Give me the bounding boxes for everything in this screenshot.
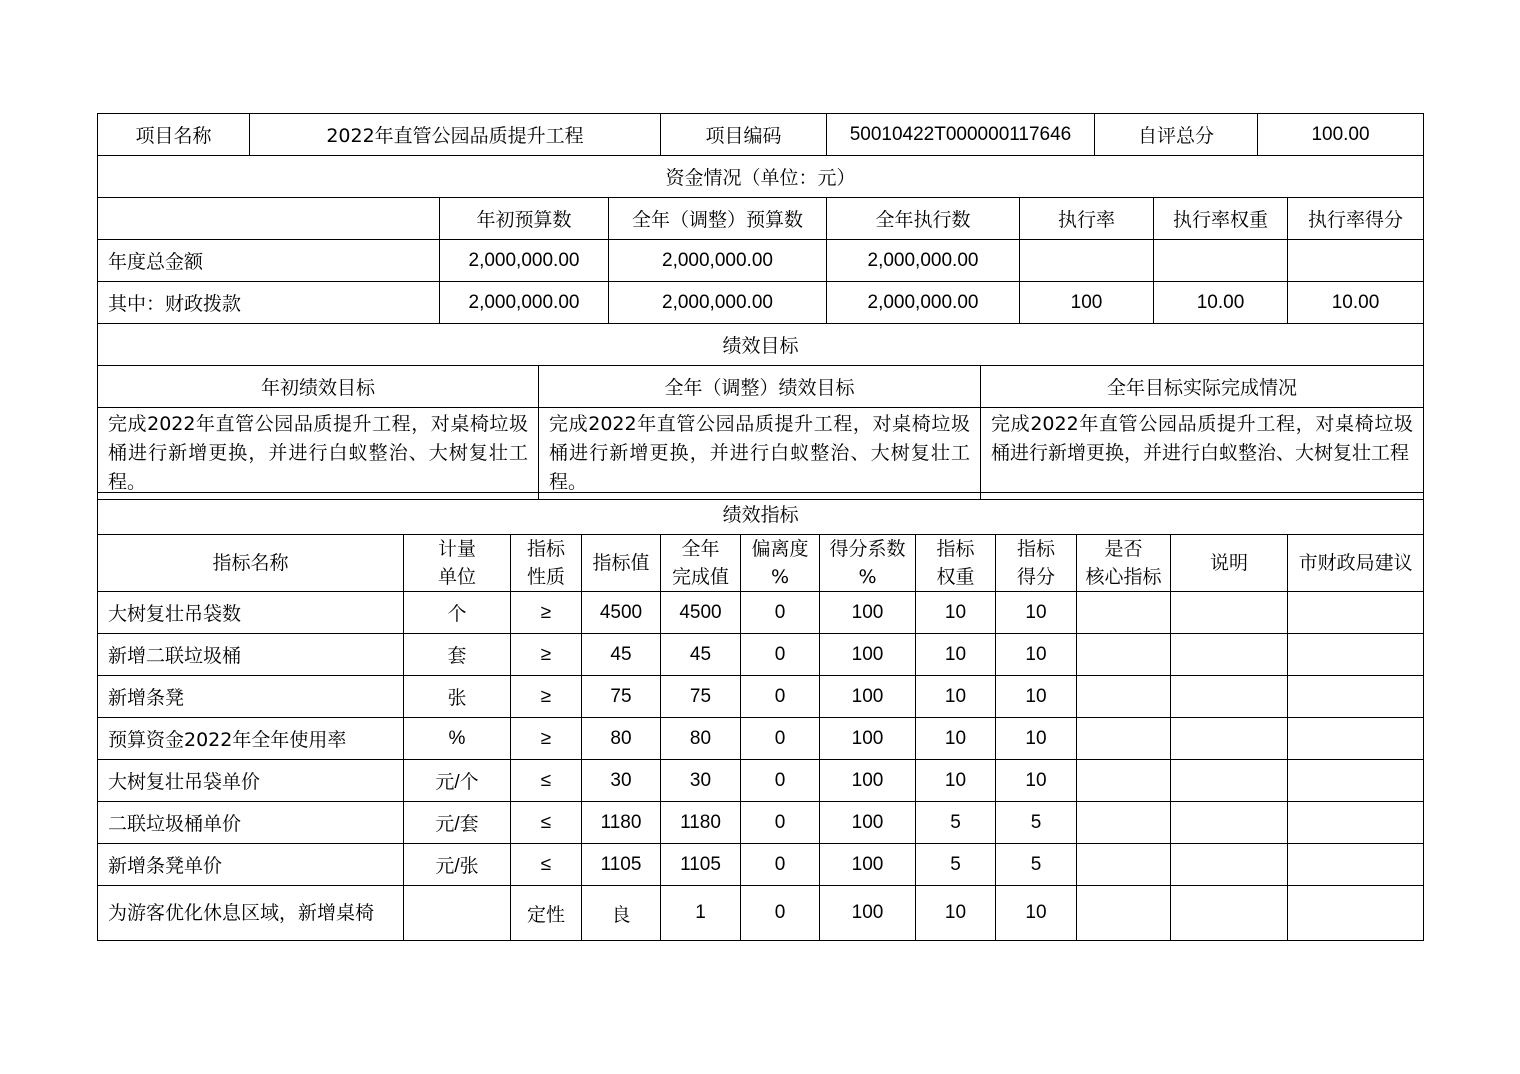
indicator-cell: 10 [916, 718, 996, 760]
indicator-cell: 5 [996, 844, 1077, 886]
indicator-cell: 良 [582, 886, 661, 941]
funds-cell: 2,000,000.00 [440, 282, 609, 324]
ind-col-advice: 市财政局建议 [1288, 535, 1424, 592]
indicator-cell: ≤ [511, 760, 582, 802]
indicator-cell: 10 [996, 760, 1077, 802]
indicator-cell [1288, 886, 1424, 941]
indicator-cell: 0 [741, 718, 820, 760]
indicator-cell [1288, 592, 1424, 634]
indicator-cell [1077, 718, 1171, 760]
goals-header-row [98, 366, 1424, 408]
indicator-cell [1171, 718, 1288, 760]
indicator-cell: 45 [582, 634, 661, 676]
funds-col-exec-weight: 执行率权重 [1154, 198, 1288, 240]
ind-col-coefficient: 得分系数 % [820, 535, 916, 592]
indicator-cell: 100 [820, 802, 916, 844]
funds-row-label: 其中：财政拨款 [98, 282, 440, 324]
indicator-cell: 10 [916, 676, 996, 718]
indicator-row [98, 886, 1424, 941]
indicator-cell: ≤ [511, 802, 582, 844]
indicator-cell: 1105 [661, 844, 741, 886]
indicator-cell: 80 [661, 718, 741, 760]
indicator-cell: 0 [741, 886, 820, 941]
indicator-cell: 0 [741, 844, 820, 886]
indicator-cell: ≥ [511, 676, 582, 718]
indicator-cell: 1180 [582, 802, 661, 844]
indicator-row [98, 760, 1424, 802]
goals-col-actual: 全年目标实际完成情况 [981, 366, 1424, 408]
funds-row-fiscal [98, 282, 1424, 324]
indicator-cell [1077, 634, 1171, 676]
funds-cell [1020, 240, 1154, 282]
indicator-cell [1077, 886, 1171, 941]
indicator-cell [404, 886, 511, 941]
funds-cell: 10.00 [1288, 282, 1424, 324]
funds-col-executed: 全年执行数 [827, 198, 1020, 240]
funds-col-exec-rate: 执行率 [1020, 198, 1154, 240]
indicator-cell: 10 [916, 592, 996, 634]
goal-adjusted-text: 完成2022年直管公园品质提升工程，对桌椅垃圾桶进行新增更换，并进行白蚁整治、大树复壮工程。 [539, 408, 981, 500]
indicator-cell: 4500 [582, 592, 661, 634]
project-header-table [97, 113, 1424, 156]
indicator-cell: 80 [582, 718, 661, 760]
indicator-cell [1288, 676, 1424, 718]
indicator-name: 大树复壮吊袋数 [98, 592, 404, 634]
funds-row-label: 年度总金额 [98, 240, 440, 282]
indicator-cell: 100 [820, 676, 916, 718]
funds-col-exec-score: 执行率得分 [1288, 198, 1424, 240]
ind-col-score: 指标 得分 [996, 535, 1077, 592]
indicator-cell: 100 [820, 886, 916, 941]
project-name-label: 项目名称 [98, 114, 250, 156]
indicator-cell: 10 [916, 634, 996, 676]
indicator-cell: ≤ [511, 844, 582, 886]
goal-initial-text: 完成2022年直管公园品质提升工程，对桌椅垃圾桶进行新增更换，并进行白蚁整治、大树复壮工程。 [98, 408, 539, 500]
indicator-cell [1077, 760, 1171, 802]
indicator-cell: 元/个 [404, 760, 511, 802]
indicator-cell [1288, 760, 1424, 802]
funds-cell [1288, 240, 1424, 282]
indicator-cell: 4500 [661, 592, 741, 634]
indicator-cell [1077, 844, 1171, 886]
funds-row-total [98, 240, 1424, 282]
funds-cell: 10.00 [1154, 282, 1288, 324]
indicator-cell [1077, 592, 1171, 634]
indicator-cell [1288, 802, 1424, 844]
indicator-cell [1171, 760, 1288, 802]
indicator-cell: 75 [661, 676, 741, 718]
indicator-cell: 100 [820, 718, 916, 760]
goals-section-title: 绩效目标 [98, 324, 1424, 366]
funds-cell: 2,000,000.00 [440, 240, 609, 282]
funds-cell: 2,000,000.00 [827, 240, 1020, 282]
indicator-cell: 0 [741, 634, 820, 676]
goals-col-adjusted: 全年（调整）绩效目标 [539, 366, 981, 408]
indicator-cell: 张 [404, 676, 511, 718]
indicator-cell: 10 [916, 886, 996, 941]
indicator-cell: 0 [741, 592, 820, 634]
indicator-cell: 10 [916, 760, 996, 802]
indicator-row [98, 634, 1424, 676]
indicator-name: 二联垃圾桶单价 [98, 802, 404, 844]
indicator-row [98, 802, 1424, 844]
funds-table [97, 155, 1424, 324]
indicator-cell: 1105 [582, 844, 661, 886]
indicator-cell: ≥ [511, 634, 582, 676]
indicator-cell: 元/套 [404, 802, 511, 844]
ind-col-nature: 指标 性质 [511, 535, 582, 592]
indicator-name: 新增条凳 [98, 676, 404, 718]
indicator-cell: 0 [741, 802, 820, 844]
indicator-cell: 0 [741, 676, 820, 718]
indicator-cell: 1180 [661, 802, 741, 844]
indicator-cell: 100 [820, 760, 916, 802]
indicator-cell [1171, 634, 1288, 676]
funds-cell: 2,000,000.00 [827, 282, 1020, 324]
indicator-cell [1077, 802, 1171, 844]
indicator-cell: 10 [996, 592, 1077, 634]
indicator-cell: 个 [404, 592, 511, 634]
project-code-label: 项目编码 [661, 114, 827, 156]
funds-header-row [98, 198, 1424, 240]
indicator-cell: ≥ [511, 718, 582, 760]
goals-col-initial: 年初绩效目标 [98, 366, 539, 408]
indicator-cell [1288, 844, 1424, 886]
indicator-cell: 5 [996, 802, 1077, 844]
funds-cell [1154, 240, 1288, 282]
ind-col-unit: 计量 单位 [404, 535, 511, 592]
indicator-cell [1171, 844, 1288, 886]
indicator-cell [1171, 592, 1288, 634]
indicator-name: 新增二联垃圾桶 [98, 634, 404, 676]
indicator-cell: 元/张 [404, 844, 511, 886]
indicator-cell [1077, 676, 1171, 718]
indicator-cell: 100 [820, 844, 916, 886]
indicator-name: 大树复壮吊袋单价 [98, 760, 404, 802]
indicator-cell: ≥ [511, 592, 582, 634]
indicator-cell: 10 [996, 676, 1077, 718]
indicator-cell [1171, 676, 1288, 718]
ind-col-target: 指标值 [582, 535, 661, 592]
goals-table [97, 323, 1424, 500]
indicator-name: 预算资金2022年全年使用率 [98, 718, 404, 760]
indicator-name: 为游客优化休息区域，新增桌椅 [98, 886, 404, 941]
indicator-cell [1171, 802, 1288, 844]
indicators-section-title: 绩效指标 [98, 493, 1424, 535]
indicator-cell: 75 [582, 676, 661, 718]
indicators-header-row [98, 535, 1424, 592]
indicator-cell [1288, 634, 1424, 676]
indicator-row [98, 718, 1424, 760]
goal-actual-text: 完成2022年直管公园品质提升工程，对桌椅垃圾桶进行新增更换，并进行白蚁整治、大树复壮工程 [981, 408, 1424, 500]
funds-cell: 100 [1020, 282, 1154, 324]
funds-col-initial-budget: 年初预算数 [440, 198, 609, 240]
indicator-cell: 30 [661, 760, 741, 802]
ind-col-core: 是否 核心指标 [1077, 535, 1171, 592]
ind-col-actual: 全年 完成值 [661, 535, 741, 592]
indicator-cell: 定性 [511, 886, 582, 941]
indicator-cell [1288, 718, 1424, 760]
self-score-label: 自评总分 [1095, 114, 1258, 156]
self-score: 100.00 [1258, 114, 1424, 156]
project-name: 2022年直管公园品质提升工程 [250, 114, 661, 156]
indicator-cell: 45 [661, 634, 741, 676]
indicator-cell: 10 [996, 634, 1077, 676]
indicator-row [98, 592, 1424, 634]
project-header-row [98, 114, 1424, 156]
funds-cell: 2,000,000.00 [609, 240, 827, 282]
goals-text-row [98, 408, 1424, 500]
indicator-row [98, 676, 1424, 718]
ind-col-deviation: 偏离度 % [741, 535, 820, 592]
funds-cell: 2,000,000.00 [609, 282, 827, 324]
indicator-cell: 5 [916, 802, 996, 844]
indicator-cell: 0 [741, 760, 820, 802]
ind-col-weight: 指标 权重 [916, 535, 996, 592]
funds-col-blank [98, 198, 440, 240]
indicator-cell: 套 [404, 634, 511, 676]
indicator-name: 新增条凳单价 [98, 844, 404, 886]
indicator-cell: 10 [996, 886, 1077, 941]
ind-col-note: 说明 [1171, 535, 1288, 592]
project-code: 50010422T000000117646 [827, 114, 1095, 156]
indicator-cell: 5 [916, 844, 996, 886]
indicator-cell: % [404, 718, 511, 760]
indicator-cell: 100 [820, 592, 916, 634]
indicators-table [97, 492, 1424, 941]
indicator-cell: 1 [661, 886, 741, 941]
indicator-cell [1171, 886, 1288, 941]
indicator-row [98, 844, 1424, 886]
indicator-cell: 30 [582, 760, 661, 802]
indicator-cell: 10 [996, 718, 1077, 760]
funds-col-adjusted-budget: 全年（调整）预算数 [609, 198, 827, 240]
ind-col-name: 指标名称 [98, 535, 404, 592]
indicators-body [98, 592, 1424, 941]
funds-section-title: 资金情况（单位：元） [98, 156, 1424, 198]
indicator-cell: 100 [820, 634, 916, 676]
